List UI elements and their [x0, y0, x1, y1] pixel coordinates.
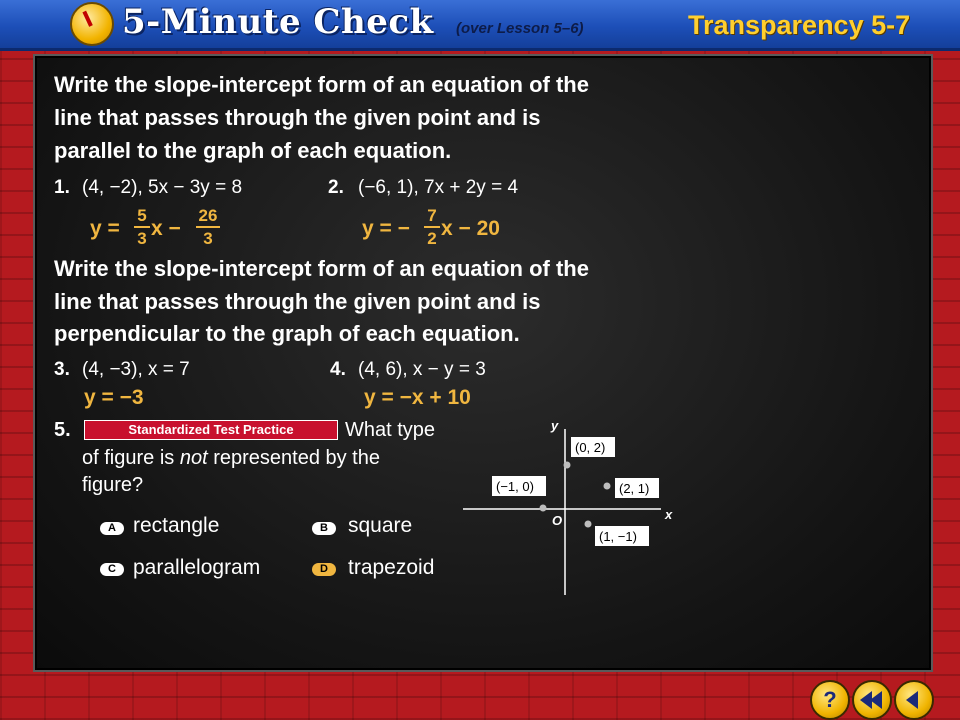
instruction-line: parallel to the graph of each equation.	[54, 138, 452, 163]
previous-slide-button[interactable]	[894, 680, 934, 720]
point-label: (−1, 0)	[496, 479, 534, 494]
instruction-line: line that passes through the given point and is	[54, 289, 541, 314]
answer-middle: x −	[151, 217, 181, 240]
title-banner	[0, 0, 960, 51]
choice-letter-a[interactable]: A	[100, 522, 124, 535]
answer-fraction: 7 2	[424, 206, 440, 248]
transparency-label: Transparency 5-7	[688, 10, 911, 40]
question-text: figure?	[82, 474, 144, 496]
choice-letter-d[interactable]: D	[312, 563, 336, 576]
point-2-1	[604, 483, 611, 490]
instruction-line: line that passes through the given point and is	[54, 105, 541, 130]
question-text: (4, −2), 5x − 3y = 8	[82, 177, 243, 198]
answer-suffix: x − 20	[441, 217, 500, 240]
question-text: of figure is not represented by the	[82, 447, 380, 469]
choice-b-text[interactable]: square	[348, 514, 413, 537]
instruction-line: Write the slope-intercept form of an equation of the	[54, 256, 589, 281]
answer-prefix: y = −	[362, 217, 410, 240]
instruction-line: Write the slope-intercept form of an equation of the	[54, 72, 589, 97]
instruction-line: perpendicular to the graph of each equation.	[54, 321, 520, 346]
question-mark-icon: ?	[823, 687, 837, 712]
point-label: (0, 2)	[575, 440, 606, 455]
question-text: (4, 6), x − y = 3	[358, 359, 486, 380]
stopwatch-icon	[70, 2, 114, 46]
question-text: (−6, 1), 7x + 2y = 4	[358, 177, 519, 198]
choice-letter-c[interactable]: C	[100, 563, 124, 576]
question-number: 1.	[54, 177, 70, 198]
answer-text: y = −3	[84, 386, 144, 409]
answer-prefix: y =	[90, 217, 120, 240]
help-button[interactable]	[810, 680, 850, 720]
lesson-subtitle: (over Lesson 5–6)	[456, 20, 584, 37]
answer-fraction: 5 3	[134, 206, 150, 248]
page-title: 5-Minute Check	[122, 2, 434, 42]
point-1-neg1	[585, 521, 592, 528]
point-neg1-0	[540, 505, 547, 512]
origin-label: O	[552, 513, 563, 528]
question-number: 2.	[328, 177, 344, 198]
point-0-2	[564, 462, 571, 469]
answer-text: y = −x + 10	[364, 386, 471, 409]
return-to-start-button[interactable]	[852, 680, 892, 720]
question-text: What type	[345, 419, 436, 441]
coordinate-graph	[455, 415, 695, 605]
x-axis-label: x	[665, 507, 673, 522]
choice-c-text[interactable]: parallelogram	[133, 556, 261, 579]
point-label: (1, −1)	[599, 529, 637, 544]
question-number: 5.	[54, 419, 71, 441]
question-number: 4.	[330, 359, 346, 380]
point-label: (2, 1)	[619, 481, 650, 496]
choice-letter-b[interactable]: B	[312, 522, 336, 535]
question-text: (4, −3), x = 7	[82, 359, 190, 380]
choice-a-text[interactable]: rectangle	[133, 514, 220, 537]
answer-fraction: 26 3	[196, 206, 220, 248]
y-axis-label: y	[551, 418, 559, 433]
choice-d-text[interactable]: trapezoid	[348, 556, 435, 579]
back-arrow-icon	[906, 691, 918, 709]
question-number: 3.	[54, 359, 70, 380]
standardized-test-badge: Standardized Test Practice	[84, 420, 338, 440]
rewind-icon	[870, 691, 882, 709]
